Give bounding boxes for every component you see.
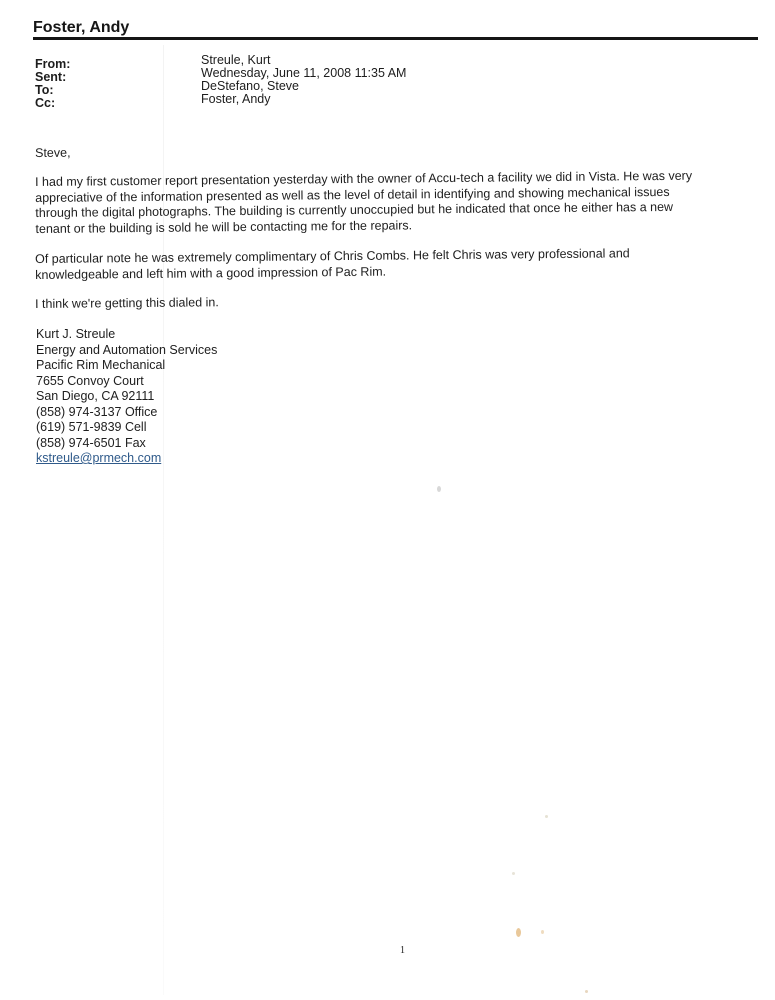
salutation: Steve, — [35, 145, 71, 160]
header-cc-label: Cc: — [35, 96, 56, 110]
header-to-value: DeStefano, Steve — [201, 79, 299, 93]
header-cc-value: Foster, Andy — [201, 92, 271, 106]
signature-office-phone: (858) 974-3137 Office — [36, 404, 158, 419]
header-sent-label: Sent: — [35, 70, 67, 84]
scan-speck — [516, 928, 521, 937]
signature-city: San Diego, CA 92111 — [36, 389, 155, 403]
paragraph-2-line: knowledgeable and left him with a good impression of Pac Rim. — [35, 264, 387, 282]
paragraph-1-line: I had my first customer report presentation yesterday with the owner of Accu-tech a facility we did in Vista. He was very — [35, 168, 693, 189]
paragraph-1-line: through the digital photographs. The building is currently unoccupied but he indicated that once he either has a new — [35, 199, 674, 220]
header-sent-value: Wednesday, June 11, 2008 11:35 AM — [201, 66, 407, 80]
header-to-label: To: — [35, 83, 54, 97]
scan-speck — [437, 486, 441, 492]
document-owner-header: Foster, Andy — [33, 19, 130, 36]
scan-speck — [541, 930, 544, 934]
signature-title: Energy and Automation Services — [36, 342, 218, 357]
body-paragraph-2 — [35, 245, 750, 283]
signature-street: 7655 Convoy Court — [36, 373, 144, 388]
signature-email-link[interactable]: kstreule@prmech.com — [36, 451, 162, 465]
header-from-value: Streule, Kurt — [201, 53, 271, 67]
signature-cell-phone: (619) 571-9839 Cell — [36, 420, 147, 434]
signature-block — [36, 327, 217, 467]
scan-speck — [545, 815, 548, 818]
body-paragraph-3: I think we're getting this dialed in. — [35, 295, 219, 311]
header-rule — [33, 37, 758, 40]
body-paragraph-1 — [35, 168, 751, 237]
paragraph-1-line: tenant or the building is sold he will be contacting me for the repairs. — [35, 217, 413, 236]
signature-name: Kurt J. Streule — [36, 327, 116, 341]
scan-speck — [512, 872, 515, 875]
header-from-label: From: — [35, 57, 71, 71]
paragraph-1-line: appreciative of the information presented as well as the level of detail in identifying and showing mechanical issues — [35, 184, 670, 205]
paragraph-2-line: Of particular note he was extremely complimentary of Chris Combs. He felt Chris was very professional and — [35, 246, 630, 266]
signature-fax: (858) 974-6501 Fax — [36, 435, 146, 450]
page-number: 1 — [400, 945, 405, 956]
scan-speck — [585, 990, 588, 993]
signature-company: Pacific Rim Mechanical — [36, 358, 166, 372]
